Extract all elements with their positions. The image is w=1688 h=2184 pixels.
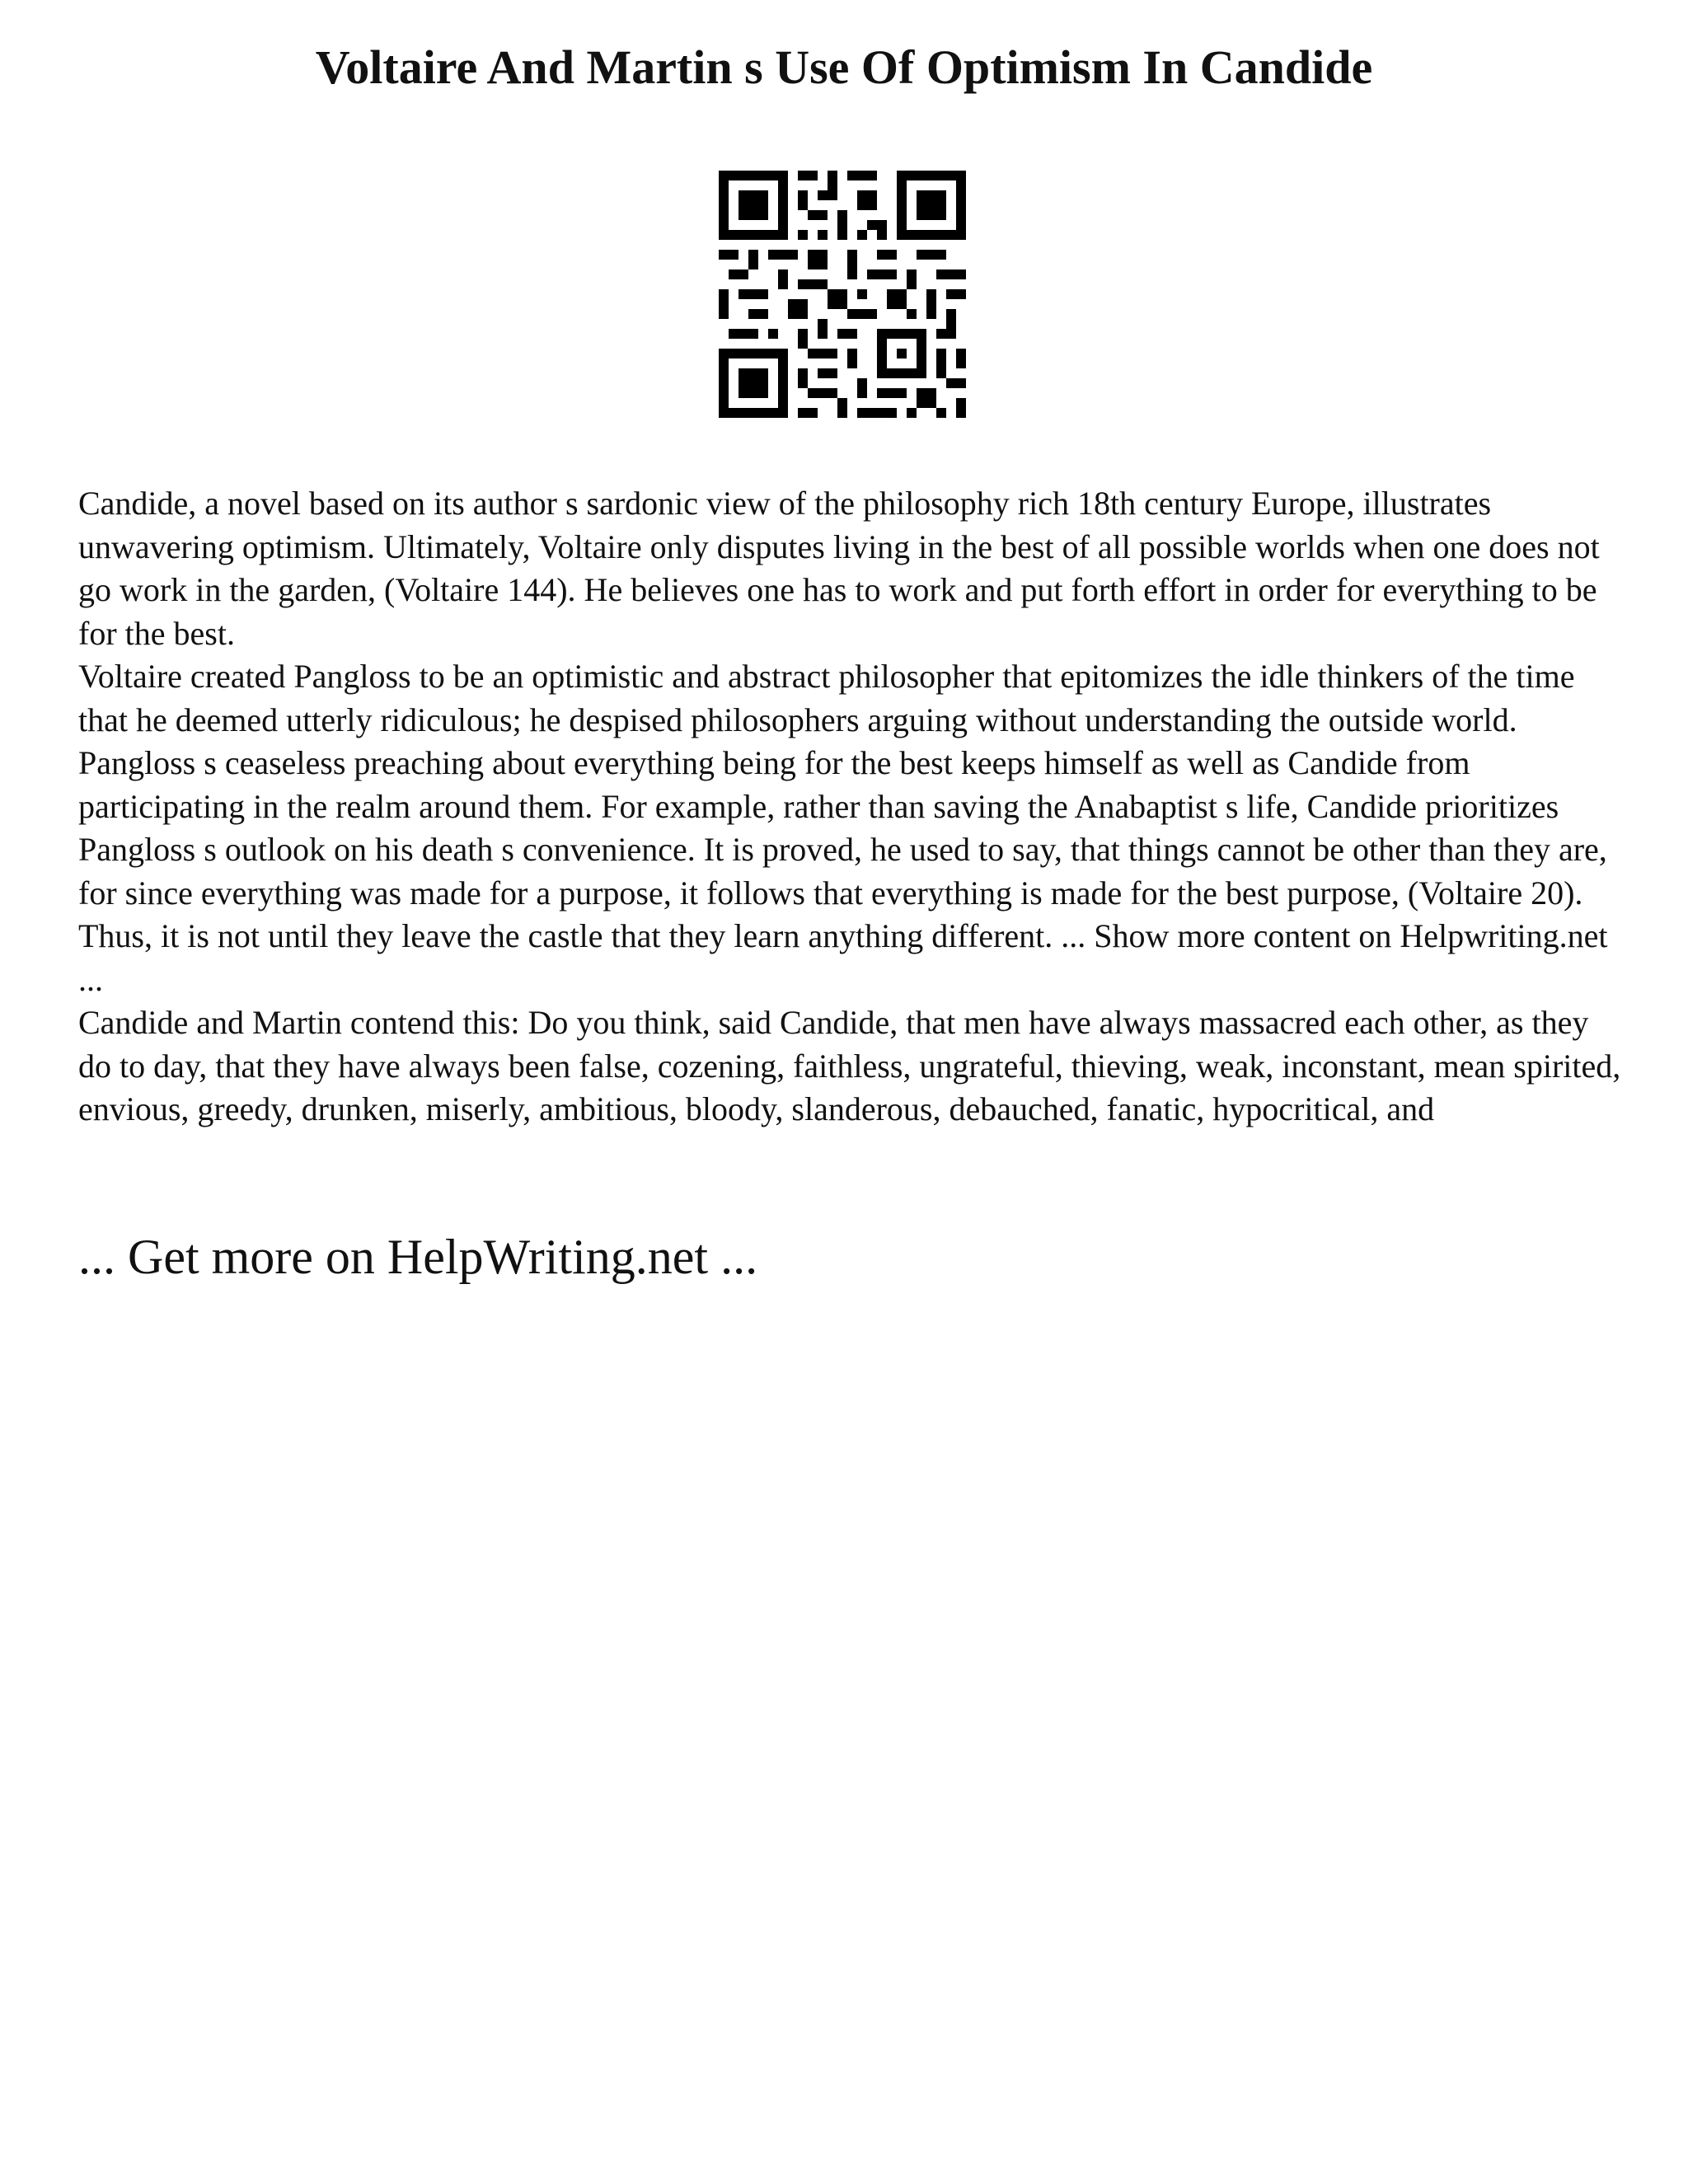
page-title: Voltaire And Martin s Use Of Optimism In Candide <box>315 40 1373 94</box>
paragraph-martin: Candide and Martin contend this: Do you think, said Candide, that men have always massacred each other, as they do to day, that they have always been false, cozening, faithless, ungrateful, thieving, weak, inconstant, mean spirited, envious, greedy, drunken, miserly, ambitious, bloody, slanderous, debauched, fanatic, hypocritical, and <box>78 1004 1621 1127</box>
body-text <box>78 482 1628 1132</box>
qr-code-icon <box>719 171 966 418</box>
paragraph-intro: Candide, a novel based on its author s sardonic view of the philosophy rich 18th century Europe, illustrates unwavering optimism. Ultimately, Voltaire only disputes living in the best of all possible worlds when one does not go work in the garden, (Voltaire 144). He believes one has to work and put forth effort in order for everything to be for the best. <box>78 485 1600 652</box>
get-more-link[interactable]: ... Get more on HelpWriting.net ... <box>78 1230 758 1284</box>
paragraph-pangloss: Voltaire created Pangloss to be an optimistic and abstract philosopher that epitomizes the idle thinkers of the time that he deemed utterly ridiculous; he despised philosophers arguing without understanding the outside world. Pangloss s ceaseless preaching about everything being for the best keeps himself as well as Candide from participating in the realm around them. For example, rather than saving the Anabaptist s life, Candide prioritizes Pangloss s outlook on his death s convenience. It is proved, he used to say, that things cannot be other than they are, for since everything was made for a purpose, it follows that everything is made for the best purpose, (Voltaire 20). Thus, it is not until they leave the castle that they learn anything different. ... Show more content on Helpwriting.net ... <box>78 658 1608 998</box>
